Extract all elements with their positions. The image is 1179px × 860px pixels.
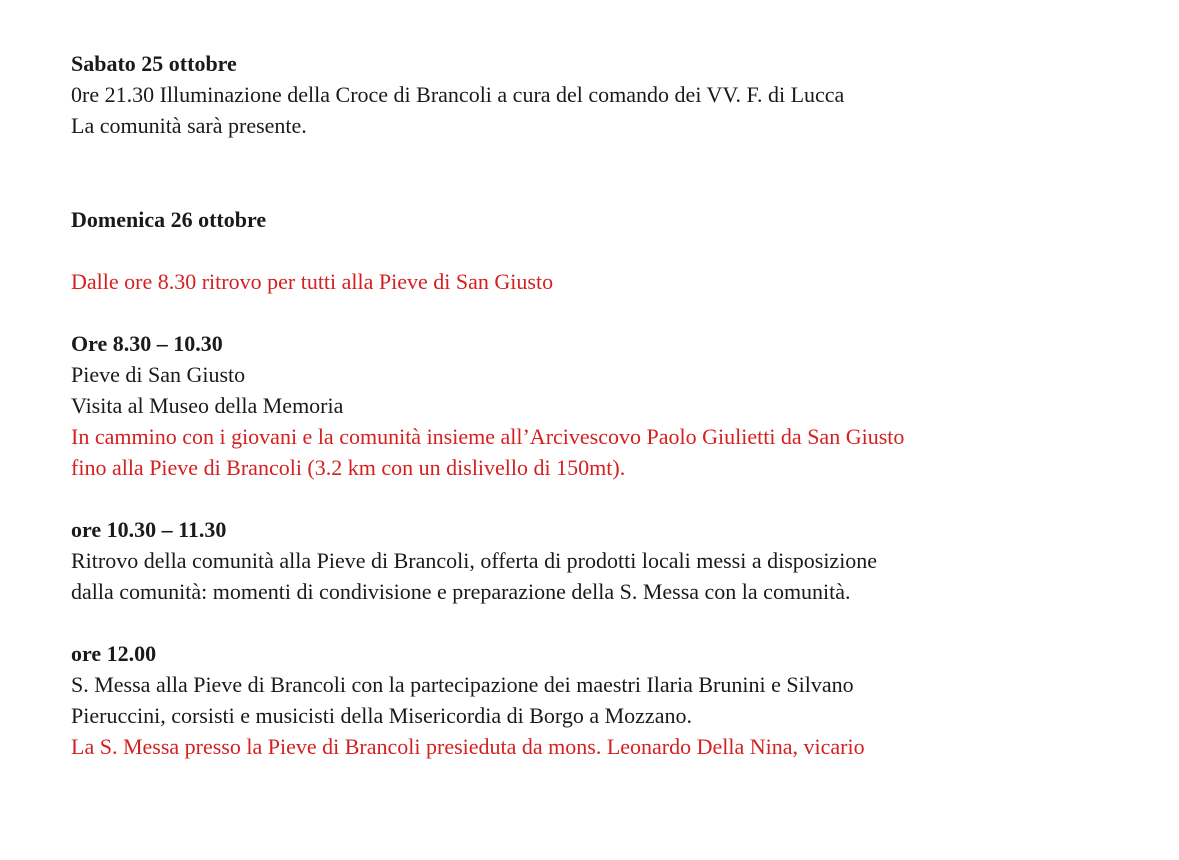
block3-line: Pieruccini, corsisti e musicisti della Misericordia di Borgo a Mozzano. [71,703,692,728]
block1-red-line: fino alla Pieve di Brancoli (3.2 km con un dislivello di 150mt). [71,455,626,480]
spacer [71,483,1161,514]
block2-time: ore 10.30 – 11.30 [71,517,227,542]
block2-line: dalla comunità: momenti di condivisione e preparazione della S. Messa con la comunità. [71,579,851,604]
sunday-heading: Domenica 26 ottobre [71,207,267,232]
sunday-meeting-line: Dalle ore 8.30 ritrovo per tutti alla Pieve di San Giusto [71,269,554,294]
spacer [71,297,1161,328]
block1-red-line: In cammino con i giovani e la comunità insieme all’Arcivescovo Paolo Giulietti da San Giusto [71,424,905,449]
saturday-community-line: La comunità sarà presente. [71,113,307,138]
spacer [71,235,1161,266]
saturday-heading: Sabato 25 ottobre [71,51,237,76]
block1-time: Ore 8.30 – 10.30 [71,331,223,356]
block3-time: ore 12.00 [71,641,157,666]
block2-line: Ritrovo della comunità alla Pieve di Brancoli, offerta di prodotti locali messi a disposizione [71,548,878,573]
block1-line: Pieve di San Giusto [71,362,246,387]
block3-red-line: La S. Messa presso la Pieve di Brancoli presieduta da mons. Leonardo Della Nina, vicario [71,734,865,759]
saturday-event-line: 0re 21.30 Illuminazione della Croce di Brancoli a cura del comando dei VV. F. di Lucca [71,82,845,107]
document-page [71,48,1161,762]
spacer [71,607,1161,638]
block3-line: S. Messa alla Pieve di Brancoli con la partecipazione dei maestri Ilaria Brunini e Silvano [71,672,854,697]
spacer [71,141,1161,204]
block1-line: Visita al Museo della Memoria [71,393,344,418]
